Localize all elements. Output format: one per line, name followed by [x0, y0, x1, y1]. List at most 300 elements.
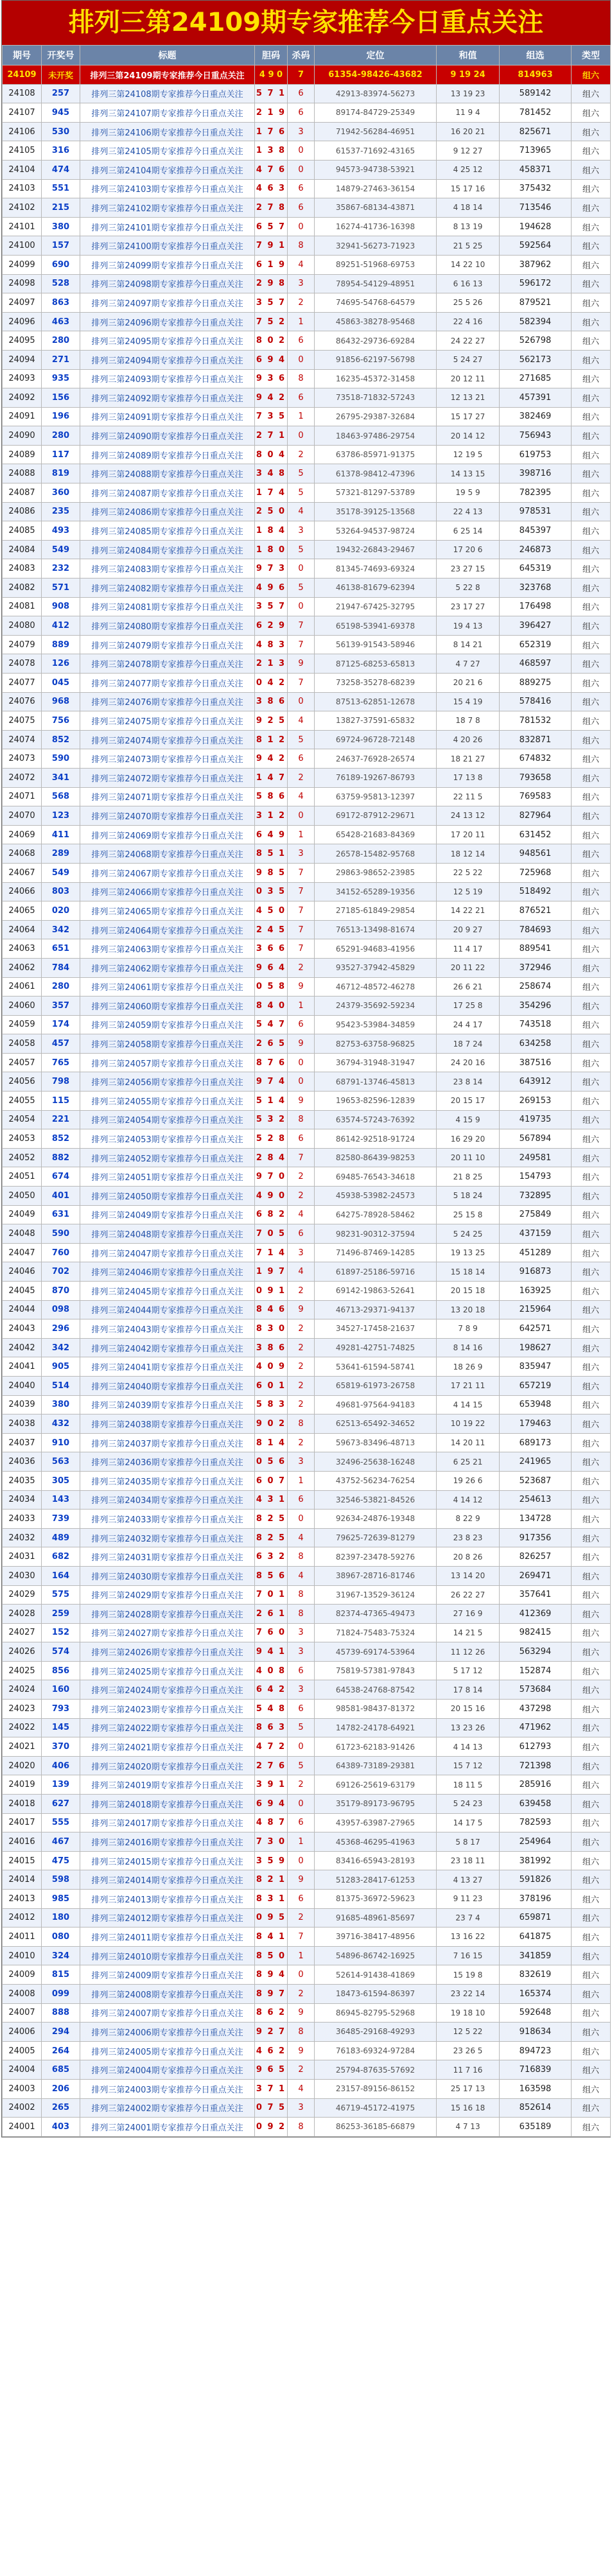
table-row[interactable]: [3, 579, 611, 598]
title-link[interactable]: 排列三第24017期专家推荐今日重点关注: [80, 1813, 255, 1832]
title-link[interactable]: 排列三第24019期专家推荐今日重点关注: [80, 1775, 255, 1795]
title-link[interactable]: 排列三第24005期专家推荐今日重点关注: [80, 2041, 255, 2060]
title-link[interactable]: 排列三第24070期专家推荐今日重点关注: [80, 806, 255, 826]
table-row[interactable]: [3, 1319, 611, 1339]
title-link[interactable]: 排列三第24030期专家推荐今日重点关注: [80, 1566, 255, 1585]
title-link[interactable]: 排列三第24100期专家推荐今日重点关注: [80, 236, 255, 256]
dan-cell: 8 1 2: [255, 730, 288, 749]
table-row[interactable]: [3, 198, 611, 218]
table-row[interactable]: [3, 1890, 611, 1909]
table-row[interactable]: [3, 2003, 611, 2023]
title-link[interactable]: 排列三第24064期专家推荐今日重点关注: [80, 920, 255, 939]
title-link[interactable]: 排列三第24062期专家推荐今日重点关注: [80, 958, 255, 977]
table-row[interactable]: [3, 654, 611, 674]
sum-cell: 12 5 22: [437, 2023, 500, 2042]
title-link[interactable]: 排列三第24008期专家推荐今日重点关注: [80, 1984, 255, 2003]
table-row[interactable]: [3, 1471, 611, 1490]
title-link[interactable]: 排列三第24055期专家推荐今日重点关注: [80, 1092, 255, 1111]
title-link[interactable]: 排列三第24077期专家推荐今日重点关注: [80, 674, 255, 693]
title-link[interactable]: 排列三第24016期专家推荐今日重点关注: [80, 1832, 255, 1852]
table-row[interactable]: [3, 483, 611, 503]
title-link[interactable]: 排列三第24015期专家推荐今日重点关注: [80, 1851, 255, 1870]
title-link[interactable]: 排列三第24024期专家推荐今日重点关注: [80, 1680, 255, 1700]
title-link[interactable]: 排列三第24026期专家推荐今日重点关注: [80, 1642, 255, 1662]
open-number-cell: 590: [42, 1224, 80, 1244]
title-link[interactable]: 排列三第24010期专家推荐今日重点关注: [80, 1946, 255, 1965]
title-link[interactable]: 排列三第24084期专家推荐今日重点关注: [80, 540, 255, 559]
table-row[interactable]: [3, 1984, 611, 2003]
table-row[interactable]: [3, 1585, 611, 1605]
highlight-row[interactable]: [3, 65, 611, 85]
title-link[interactable]: 排列三第24002期专家推荐今日重点关注: [80, 2098, 255, 2118]
title-link[interactable]: 排列三第24072期专家推荐今日重点关注: [80, 768, 255, 787]
table-row[interactable]: [3, 1034, 611, 1054]
table-row[interactable]: [3, 2023, 611, 2042]
table-row[interactable]: [3, 1452, 611, 1472]
title-link[interactable]: 排列三第24103期专家推荐今日重点关注: [80, 179, 255, 198]
title-link[interactable]: 排列三第24088期专家推荐今日重点关注: [80, 464, 255, 483]
type-cell: 组六: [572, 863, 611, 882]
title-link[interactable]: 排列三第24078期专家推荐今日重点关注: [80, 654, 255, 674]
position-cell: 65198-53941-69378: [315, 616, 437, 636]
table-row[interactable]: [3, 84, 611, 103]
table-row[interactable]: [3, 825, 611, 844]
dan-cell: 7 5 2: [255, 312, 288, 331]
table-row[interactable]: [3, 1376, 611, 1395]
table-row[interactable]: [3, 863, 611, 882]
position-cell: 61723-62183-91426: [315, 1737, 437, 1757]
position-cell: 45368-46295-41963: [315, 1832, 437, 1852]
table-row[interactable]: [3, 787, 611, 806]
title-link[interactable]: 排列三第24042期专家推荐今日重点关注: [80, 1338, 255, 1357]
title-link[interactable]: 排列三第24045期专家推荐今日重点关注: [80, 1282, 255, 1301]
table-row[interactable]: [3, 635, 611, 654]
table-row[interactable]: [3, 1224, 611, 1244]
table-row[interactable]: [3, 1053, 611, 1072]
title-link[interactable]: 排列三第24074期专家推荐今日重点关注: [80, 730, 255, 749]
title-link[interactable]: 排列三第24080期专家推荐今日重点关注: [80, 616, 255, 636]
title-link[interactable]: 排列三第24041期专家推荐今日重点关注: [80, 1357, 255, 1377]
issue-cell: 24086: [3, 502, 42, 521]
type-cell: 组六: [572, 369, 611, 388]
title-link[interactable]: 排列三第24087期专家推荐今日重点关注: [80, 483, 255, 503]
title-link[interactable]: 排列三第24108期专家推荐今日重点关注: [80, 84, 255, 103]
title-link[interactable]: 排列三第24020期专家推荐今日重点关注: [80, 1756, 255, 1775]
table-row[interactable]: [3, 2079, 611, 2098]
title-link[interactable]: 排列三第24105期专家推荐今日重点关注: [80, 141, 255, 161]
sum-cell: 13 14 20: [437, 1566, 500, 1585]
table-row[interactable]: [3, 369, 611, 388]
sha-cell: 4: [288, 1528, 315, 1547]
open-number-cell: 765: [42, 1053, 80, 1072]
title-link[interactable]: 排列三第24028期专家推荐今日重点关注: [80, 1605, 255, 1624]
title-link[interactable]: 排列三第24048期专家推荐今日重点关注: [80, 1224, 255, 1244]
title-link[interactable]: 排列三第24068期专家推荐今日重点关注: [80, 844, 255, 864]
title-link[interactable]: 排列三第24032期专家推荐今日重点关注: [80, 1528, 255, 1547]
title-link[interactable]: 排列三第24071期专家推荐今日重点关注: [80, 787, 255, 806]
table-row[interactable]: [3, 2098, 611, 2118]
title-link[interactable]: 排列三第24021期专家推荐今日重点关注: [80, 1737, 255, 1757]
table-row[interactable]: [3, 426, 611, 446]
title-link[interactable]: 排列三第24097期专家推荐今日重点关注: [80, 293, 255, 313]
group-cell: 918634: [500, 2023, 572, 2042]
table-row[interactable]: [3, 1490, 611, 1510]
table-row[interactable]: [3, 882, 611, 901]
title-link[interactable]: 排列三第24069期专家推荐今日重点关注: [80, 825, 255, 844]
table-row[interactable]: [3, 1700, 611, 1719]
title-link[interactable]: 排列三第24012期专家推荐今日重点关注: [80, 1908, 255, 1928]
table-row[interactable]: [3, 1414, 611, 1434]
title-link[interactable]: 排列三第24059期专家推荐今日重点关注: [80, 1015, 255, 1034]
table-row[interactable]: [3, 1718, 611, 1737]
title-link[interactable]: 排列三第24095期专家推荐今日重点关注: [80, 331, 255, 351]
table-row[interactable]: [3, 1928, 611, 1947]
table-row[interactable]: [3, 540, 611, 559]
title-link[interactable]: 排列三第24023期专家推荐今日重点关注: [80, 1700, 255, 1719]
title-link[interactable]: 排列三第24018期专家推荐今日重点关注: [80, 1795, 255, 1814]
table-row[interactable]: [3, 255, 611, 274]
title-link[interactable]: 排列三第24004期专家推荐今日重点关注: [80, 2060, 255, 2080]
table-row[interactable]: [3, 768, 611, 787]
title-link[interactable]: 排列三第24044期专家推荐今日重点关注: [80, 1300, 255, 1319]
title-link[interactable]: 排列三第24033期专家推荐今日重点关注: [80, 1510, 255, 1529]
title-link[interactable]: 排列三第24037期专家推荐今日重点关注: [80, 1433, 255, 1452]
sum-cell: 23 26 5: [437, 2041, 500, 2060]
table-row[interactable]: [3, 1737, 611, 1757]
title-link[interactable]: 排列三第24009期专家推荐今日重点关注: [80, 1965, 255, 1985]
position-cell: 54896-86742-16925: [315, 1946, 437, 1965]
title-link[interactable]: 排列三第24102期专家推荐今日重点关注: [80, 198, 255, 218]
table-row[interactable]: [3, 236, 611, 256]
sha-cell: 0: [288, 1965, 315, 1985]
table-row[interactable]: [3, 901, 611, 921]
title-link[interactable]: 排列三第24013期专家推荐今日重点关注: [80, 1890, 255, 1909]
title-link[interactable]: 排列三第24096期专家推荐今日重点关注: [80, 312, 255, 331]
issue-cell: 24074: [3, 730, 42, 749]
issue-cell: 24024: [3, 1680, 42, 1700]
table-row[interactable]: [3, 1357, 611, 1377]
open-number-cell: 985: [42, 1890, 80, 1909]
title-link[interactable]: 排列三第24099期专家推荐今日重点关注: [80, 255, 255, 274]
title-link[interactable]: 排列三第24086期专家推荐今日重点关注: [80, 502, 255, 521]
title-link[interactable]: 排列三第24057期专家推荐今日重点关注: [80, 1053, 255, 1072]
title-link[interactable]: 排列三第24061期专家推荐今日重点关注: [80, 977, 255, 996]
title-link[interactable]: 排列三第24029期专家推荐今日重点关注: [80, 1585, 255, 1605]
title-link[interactable]: 排列三第24001期专家推荐今日重点关注: [80, 2118, 255, 2137]
title-link[interactable]: 排列三第24031期专家推荐今日重点关注: [80, 1547, 255, 1567]
sum-cell: 25 5 26: [437, 293, 500, 313]
issue-cell: 24076: [3, 692, 42, 711]
table-row[interactable]: [3, 1795, 611, 1814]
table-row[interactable]: [3, 502, 611, 521]
title-link[interactable]: 排列三第24082期专家推荐今日重点关注: [80, 579, 255, 598]
table-row[interactable]: [3, 1642, 611, 1662]
table-row[interactable]: [3, 1623, 611, 1642]
title-link[interactable]: 排列三第24079期专家推荐今日重点关注: [80, 635, 255, 654]
table-row[interactable]: [3, 692, 611, 711]
title-link[interactable]: 排列三第24075期专家推荐今日重点关注: [80, 711, 255, 731]
open-number-cell: 908: [42, 597, 80, 616]
table-row[interactable]: [3, 1775, 611, 1795]
table-row[interactable]: [3, 274, 611, 293]
table-row[interactable]: [3, 1870, 611, 1890]
table-row[interactable]: [3, 1167, 611, 1187]
position-cell: 82397-23478-59276: [315, 1547, 437, 1567]
title-link[interactable]: 排列三第24053期专家推荐今日重点关注: [80, 1129, 255, 1149]
title-link[interactable]: 排列三第24067期专家推荐今日重点关注: [80, 863, 255, 882]
table-row[interactable]: [3, 958, 611, 977]
title-link[interactable]: 排列三第24034期专家推荐今日重点关注: [80, 1490, 255, 1510]
table-row[interactable]: [3, 996, 611, 1016]
title-link[interactable]: 排列三第24046期专家推荐今日重点关注: [80, 1262, 255, 1282]
table-row[interactable]: [3, 350, 611, 369]
title-link[interactable]: 排列三第24047期专家推荐今日重点关注: [80, 1243, 255, 1262]
type-cell: 组六: [572, 1167, 611, 1187]
table-row[interactable]: [3, 559, 611, 579]
table-row[interactable]: [3, 1908, 611, 1928]
table-row[interactable]: [3, 1832, 611, 1852]
table-row[interactable]: [3, 1680, 611, 1700]
title-link[interactable]: 排列三第24063期专家推荐今日重点关注: [80, 939, 255, 959]
sum-cell: 6 25 21: [437, 1452, 500, 1472]
table-row[interactable]: [3, 749, 611, 769]
open-number-cell: 882: [42, 1148, 80, 1167]
sum-cell: 16 20 21: [437, 122, 500, 141]
table-row[interactable]: [3, 1262, 611, 1282]
table-row[interactable]: [3, 1187, 611, 1206]
title-link[interactable]: 排列三第24043期专家推荐今日重点关注: [80, 1319, 255, 1339]
table-row[interactable]: [3, 141, 611, 161]
table-row[interactable]: [3, 1395, 611, 1414]
type-cell: 组六: [572, 2098, 611, 2118]
table-row[interactable]: [3, 1547, 611, 1567]
title-link[interactable]: 排列三第24003期专家推荐今日重点关注: [80, 2079, 255, 2098]
title-link[interactable]: 排列三第24056期专家推荐今日重点关注: [80, 1072, 255, 1092]
sum-cell: 19 13 25: [437, 1243, 500, 1262]
title-link[interactable]: 排列三第24094期专家推荐今日重点关注: [80, 350, 255, 369]
table-row[interactable]: [3, 844, 611, 864]
title-link[interactable]: 排列三第24083期专家推荐今日重点关注: [80, 559, 255, 579]
title-link[interactable]: 排列三第24022期专家推荐今日重点关注: [80, 1718, 255, 1737]
title-link[interactable]: 排列三第24050期专家推荐今日重点关注: [80, 1187, 255, 1206]
title-link[interactable]: 排列三第24007期专家推荐今日重点关注: [80, 2003, 255, 2023]
title-link[interactable]: 排列三第24098期专家推荐今日重点关注: [80, 274, 255, 293]
table-row[interactable]: [3, 1661, 611, 1680]
table-row[interactable]: [3, 1092, 611, 1111]
title-link[interactable]: 排列三第24051期专家推荐今日重点关注: [80, 1167, 255, 1187]
title-link[interactable]: 排列三第24058期专家推荐今日重点关注: [80, 1034, 255, 1054]
title-link[interactable]: 排列三第24066期专家推荐今日重点关注: [80, 882, 255, 901]
position-cell: 82580-86439-98253: [315, 1148, 437, 1167]
table-row[interactable]: [3, 1205, 611, 1224]
table-row[interactable]: [3, 1566, 611, 1585]
title-link[interactable]: 排列三第24038期专家推荐今日重点关注: [80, 1414, 255, 1434]
table-row[interactable]: [3, 1813, 611, 1832]
title-link[interactable]: 排列三第24092期专家推荐今日重点关注: [80, 388, 255, 408]
title-link[interactable]: 排列三第24040期专家推荐今日重点关注: [80, 1376, 255, 1395]
table-row[interactable]: [3, 1243, 611, 1262]
open-number-cell: 280: [42, 331, 80, 351]
position-cell: 86945-82795-52968: [315, 2003, 437, 2023]
table-row[interactable]: [3, 1282, 611, 1301]
open-number-cell: 232: [42, 559, 80, 579]
table-row[interactable]: [3, 1756, 611, 1775]
sha-cell: 2: [288, 1319, 315, 1339]
table-row[interactable]: [3, 1528, 611, 1547]
open-number-cell: 412: [42, 616, 80, 636]
table-row[interactable]: [3, 1851, 611, 1870]
title-link[interactable]: 排列三第24025期专家推荐今日重点关注: [80, 1661, 255, 1680]
title-link[interactable]: 排列三第24109期专家推荐今日重点关注: [80, 65, 255, 85]
group-cell: 635189: [500, 2118, 572, 2137]
table-row[interactable]: [3, 464, 611, 483]
position-cell: 34152-65289-19356: [315, 882, 437, 901]
dan-cell: 3 5 7: [255, 597, 288, 616]
table-row[interactable]: [3, 1300, 611, 1319]
table-row[interactable]: [3, 122, 611, 141]
table-row[interactable]: [3, 730, 611, 749]
sha-cell: 7: [288, 882, 315, 901]
position-cell: 46712-48572-46278: [315, 977, 437, 996]
sum-cell: 12 13 21: [437, 388, 500, 408]
table-row[interactable]: [3, 806, 611, 826]
title-link[interactable]: 排列三第24090期专家推荐今日重点关注: [80, 426, 255, 446]
sum-cell: 20 11 10: [437, 1148, 500, 1167]
dan-cell: 3 8 6: [255, 1338, 288, 1357]
table-row[interactable]: [3, 674, 611, 693]
table-row[interactable]: [3, 1965, 611, 1985]
dan-cell: 3 7 1: [255, 2079, 288, 2098]
table-row[interactable]: [3, 1148, 611, 1167]
sum-cell: 14 17 5: [437, 1813, 500, 1832]
position-cell: 78954-54129-48951: [315, 274, 437, 293]
table-row[interactable]: [3, 1338, 611, 1357]
dan-cell: 8 4 6: [255, 1300, 288, 1319]
table-header-row: [3, 46, 611, 65]
table-row[interactable]: [3, 103, 611, 123]
table-row[interactable]: [3, 2041, 611, 2060]
open-number-cell: 798: [42, 1072, 80, 1092]
sha-cell: 0: [288, 160, 315, 179]
sha-cell: 8: [288, 2118, 315, 2137]
title-link[interactable]: 排列三第24027期专家推荐今日重点关注: [80, 1623, 255, 1642]
sha-cell: 2: [288, 445, 315, 464]
title-link[interactable]: 排列三第24060期专家推荐今日重点关注: [80, 996, 255, 1016]
group-cell: 652319: [500, 635, 572, 654]
title-link[interactable]: 排列三第24006期专家推荐今日重点关注: [80, 2023, 255, 2042]
title-link[interactable]: 排列三第24039期专家推荐今日重点关注: [80, 1395, 255, 1414]
table-row[interactable]: [3, 293, 611, 313]
sum-cell: 11 7 16: [437, 2060, 500, 2080]
issue-cell: 24066: [3, 882, 42, 901]
dan-cell: 9 8 5: [255, 863, 288, 882]
table-row[interactable]: [3, 597, 611, 616]
table-row[interactable]: [3, 1110, 611, 1129]
table-row[interactable]: [3, 312, 611, 331]
table-row[interactable]: [3, 939, 611, 959]
title-link[interactable]: 排列三第24106期专家推荐今日重点关注: [80, 122, 255, 141]
open-number-cell: 380: [42, 217, 80, 236]
table-row[interactable]: [3, 1510, 611, 1529]
table-row[interactable]: [3, 179, 611, 198]
table-row[interactable]: [3, 1433, 611, 1452]
issue-cell: 24015: [3, 1851, 42, 1870]
title-link[interactable]: 排列三第24107期专家推荐今日重点关注: [80, 103, 255, 123]
sha-cell: 8: [288, 1414, 315, 1434]
table-row[interactable]: [3, 616, 611, 636]
table-row[interactable]: [3, 1072, 611, 1092]
type-cell: 组六: [572, 1928, 611, 1947]
position-cell: 91685-48961-85697: [315, 1908, 437, 1928]
table-row[interactable]: [3, 1129, 611, 1149]
dan-cell: 3 4 8: [255, 464, 288, 483]
issue-cell: 24036: [3, 1452, 42, 1472]
title-link[interactable]: 排列三第24081期专家推荐今日重点关注: [80, 597, 255, 616]
title-link[interactable]: 排列三第24101期专家推荐今日重点关注: [80, 217, 255, 236]
group-cell: 879521: [500, 293, 572, 313]
group-cell: 382469: [500, 407, 572, 426]
issue-cell: 24080: [3, 616, 42, 636]
sha-cell: 9: [288, 1870, 315, 1890]
table-row[interactable]: [3, 331, 611, 351]
table-row[interactable]: [3, 711, 611, 731]
table-row[interactable]: [3, 977, 611, 996]
title-link[interactable]: 排列三第24091期专家推荐今日重点关注: [80, 407, 255, 426]
position-cell: 13827-37591-65832: [315, 711, 437, 731]
table-row[interactable]: [3, 521, 611, 541]
table-row[interactable]: [3, 1605, 611, 1624]
position-cell: 57321-81297-53789: [315, 483, 437, 503]
table-row[interactable]: [3, 920, 611, 939]
title-link[interactable]: 排列三第24054期专家推荐今日重点关注: [80, 1110, 255, 1129]
title-link[interactable]: 排列三第24089期专家推荐今日重点关注: [80, 445, 255, 464]
issue-cell: 24105: [3, 141, 42, 161]
title-link[interactable]: 排列三第24065期专家推荐今日重点关注: [80, 901, 255, 921]
title-link[interactable]: 排列三第24076期专家推荐今日重点关注: [80, 692, 255, 711]
dan-cell: 2 6 5: [255, 1034, 288, 1054]
open-number-cell: 690: [42, 255, 80, 274]
table-row[interactable]: [3, 217, 611, 236]
title-link[interactable]: 排列三第24085期专家推荐今日重点关注: [80, 521, 255, 541]
issue-cell: 24023: [3, 1700, 42, 1719]
title-link[interactable]: 排列三第24014期专家推荐今日重点关注: [80, 1870, 255, 1890]
title-link[interactable]: 排列三第24035期专家推荐今日重点关注: [80, 1471, 255, 1490]
group-cell: 285916: [500, 1775, 572, 1795]
table-row[interactable]: [3, 407, 611, 426]
table-row[interactable]: [3, 445, 611, 464]
table-row[interactable]: [3, 2060, 611, 2080]
table-row[interactable]: [3, 160, 611, 179]
open-number-cell: 682: [42, 1547, 80, 1567]
open-number-cell: 870: [42, 1282, 80, 1301]
table-row[interactable]: [3, 1015, 611, 1034]
title-link[interactable]: 排列三第24052期专家推荐今日重点关注: [80, 1148, 255, 1167]
title-link[interactable]: 排列三第24011期专家推荐今日重点关注: [80, 1928, 255, 1947]
dan-cell: 7 3 0: [255, 1832, 288, 1852]
title-link[interactable]: 排列三第24036期专家推荐今日重点关注: [80, 1452, 255, 1472]
title-link[interactable]: 排列三第24104期专家推荐今日重点关注: [80, 160, 255, 179]
position-cell: 71824-75483-75324: [315, 1623, 437, 1642]
table-row[interactable]: [3, 388, 611, 408]
type-cell: 组六: [572, 1661, 611, 1680]
type-cell: 组六: [572, 977, 611, 996]
title-link[interactable]: 排列三第24049期专家推荐今日重点关注: [80, 1205, 255, 1224]
title-link[interactable]: 排列三第24093期专家推荐今日重点关注: [80, 369, 255, 388]
issue-cell: 24001: [3, 2118, 42, 2137]
table-row[interactable]: [3, 2118, 611, 2137]
title-link[interactable]: 排列三第24073期专家推荐今日重点关注: [80, 749, 255, 769]
table-row[interactable]: [3, 1946, 611, 1965]
